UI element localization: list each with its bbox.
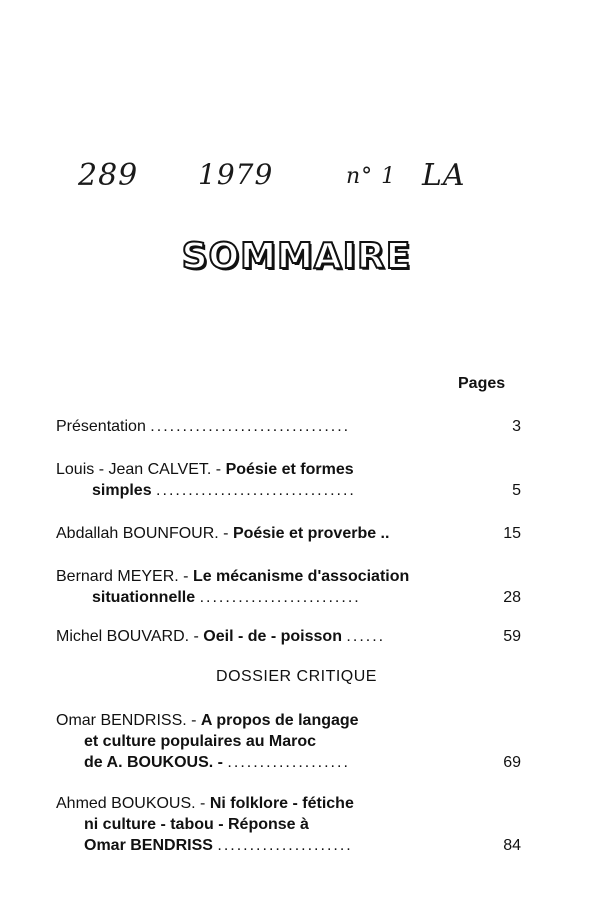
page-number: 28 xyxy=(503,589,521,606)
toc-line xyxy=(56,480,521,501)
entry-title-cont: situationnelle xyxy=(92,589,196,606)
entry-author: Omar BENDRISS. - xyxy=(56,712,201,729)
entry-title-cont: Omar BENDRISS xyxy=(84,837,213,854)
entry-title: Oeil - de - poisson xyxy=(203,628,342,645)
entry-author: Michel BOUVARD. - xyxy=(56,628,204,645)
toc-line xyxy=(56,814,521,835)
entry-title: Poésie et formes xyxy=(225,461,354,478)
entry-title: Ni folklore - fétiche xyxy=(209,795,354,812)
handwritten-code: LA xyxy=(422,158,466,193)
entry-author: Bernard MEYER. - xyxy=(56,568,193,585)
leader-dots: ...... xyxy=(346,628,386,645)
page-number: 69 xyxy=(503,754,521,771)
toc-line xyxy=(56,416,521,437)
toc-line xyxy=(56,587,521,608)
entry-author: Louis - Jean CALVET. - xyxy=(56,461,226,478)
toc-line xyxy=(56,459,521,480)
entry-title-cont: ni culture - tabou - Réponse à xyxy=(84,816,309,833)
toc-line xyxy=(56,710,521,731)
toc-line xyxy=(56,566,521,587)
entry-title-cont: de A. BOUKOUS. - xyxy=(84,754,223,771)
entry-author: Abdallah BOUNFOUR. - xyxy=(56,525,233,542)
entry-title: Présentation xyxy=(56,418,146,435)
toc-entry xyxy=(56,416,521,437)
entry-title-cont: simples xyxy=(92,482,152,499)
entry-title: A propos de langage xyxy=(200,712,359,729)
section-heading: DOSSIER CRITIQUE xyxy=(216,668,377,685)
toc-entry xyxy=(56,793,521,856)
page-number: 84 xyxy=(503,837,521,854)
page-number: 59 xyxy=(503,628,521,645)
entry-title: Le mécanisme d'association xyxy=(192,568,410,585)
leader-dots: ............................... xyxy=(156,482,356,499)
toc-entry xyxy=(56,710,521,773)
handwritten-annotation xyxy=(0,158,593,208)
handwritten-year: 1979 xyxy=(198,158,274,191)
handwritten-issue: n° 1 xyxy=(346,164,397,189)
toc-line xyxy=(56,752,521,773)
entry-title-cont: et culture populaires au Maroc xyxy=(84,733,317,750)
page-number: 15 xyxy=(503,525,521,542)
page-number: 3 xyxy=(512,418,521,435)
entry-title: Poésie et proverbe .. xyxy=(232,525,390,542)
toc-line xyxy=(56,626,521,647)
toc-line xyxy=(56,835,521,856)
toc-entry xyxy=(56,523,521,544)
handwritten-number: 289 xyxy=(78,158,139,193)
toc-entry xyxy=(56,459,521,501)
toc-line xyxy=(56,731,521,752)
toc-entry xyxy=(56,626,521,647)
toc-line xyxy=(56,793,521,814)
leader-dots: ................... xyxy=(227,754,350,771)
leader-dots: ............................... xyxy=(150,418,351,435)
page-title: SOMMAIRE xyxy=(181,236,412,277)
toc-line xyxy=(56,523,521,544)
entry-author: Ahmed BOUKOUS. - xyxy=(56,795,210,812)
toc-entry xyxy=(56,566,521,608)
pages-column-header: Pages xyxy=(458,375,506,392)
page-number: 5 xyxy=(512,482,521,499)
leader-dots: ..................... xyxy=(217,837,353,854)
leader-dots: ......................... xyxy=(199,589,361,606)
